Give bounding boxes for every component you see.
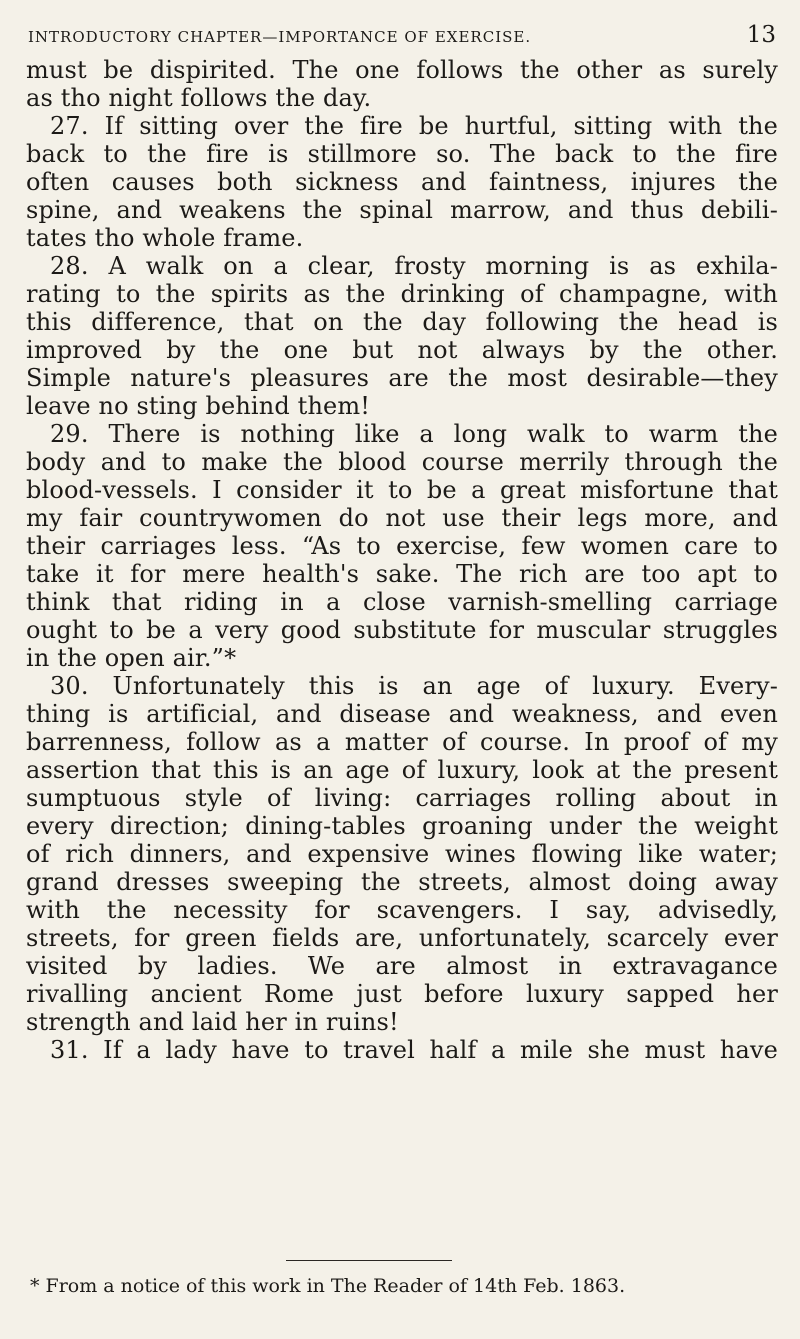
text-line: this difference, that on the day following the head is <box>26 308 778 336</box>
text-line: thing is artificial, and disease and weakness, and even <box>26 700 778 728</box>
text-line: think that riding in a close varnish-smelling carriage <box>26 588 778 616</box>
text-line: 27. If sitting over the fire be hurtful, sitting with the <box>50 112 778 140</box>
text-line: 30. Unfortunately this is an age of luxury. Every- <box>50 672 778 700</box>
text-line: body and to make the blood course merrily through the <box>26 448 778 476</box>
text-line: barrenness, follow as a matter of course. In proof of my <box>26 728 778 756</box>
text-line: 31. If a lady have to travel half a mile she must have <box>50 1036 778 1064</box>
body-text <box>26 56 778 1064</box>
footnote-rule <box>286 1260 452 1261</box>
text-line: in the open air.”* <box>26 644 237 672</box>
text-line: assertion that this is an age of luxury, look at the present <box>26 756 778 784</box>
text-line: ought to be a very good substitute for muscular struggles <box>26 616 778 644</box>
running-header <box>28 22 776 48</box>
text-line: blood-vessels. I consider it to be a great misfortune that <box>26 476 778 504</box>
text-line: rivalling ancient Rome just before luxury sapped her <box>26 980 778 1008</box>
text-line: back to the fire is stillmore so. The back to the fire <box>26 140 778 168</box>
running-title: INTRODUCTORY CHAPTER—IMPORTANCE OF EXERCISE. <box>28 28 532 46</box>
text-line: my fair countrywomen do not use their legs more, and <box>26 504 778 532</box>
text-line: sumptuous style of living: carriages rolling about in <box>26 784 778 812</box>
footnote: * From a notice of this work in The Reader of 14th Feb. 1863. <box>30 1275 626 1297</box>
page-number: 13 <box>746 22 776 48</box>
text-line: spine, and weakens the spinal marrow, and thus debili- <box>26 196 778 224</box>
text-line: strength and laid her in ruins! <box>26 1008 399 1036</box>
text-line: 28. A walk on a clear, frosty morning is as exhila- <box>50 252 778 280</box>
text-line: as tho night follows the day. <box>26 84 372 112</box>
text-line: visited by ladies. We are almost in extravagance <box>26 952 778 980</box>
text-line: every direction; dining-tables groaning under the weight <box>26 812 778 840</box>
text-line: with the necessity for scavengers. I say, advisedly, <box>26 896 778 924</box>
text-line: tates tho whole frame. <box>26 224 304 252</box>
text-line: must be dispirited. The one follows the other as surely <box>26 56 778 84</box>
text-line: 29. There is nothing like a long walk to warm the <box>50 420 778 448</box>
text-line: their carriages less. “As to exercise, few women care to <box>26 532 778 560</box>
text-line: often causes both sickness and faintness, injures the <box>26 168 778 196</box>
text-line: Simple nature's pleasures are the most desirable—they <box>26 364 778 392</box>
text-line: take it for mere health's sake. The rich are too apt to <box>26 560 778 588</box>
text-line: rating to the spirits as the drinking of champagne, with <box>26 280 778 308</box>
text-line: streets, for green fields are, unfortunately, scarcely ever <box>26 924 778 952</box>
text-line: improved by the one but not always by the other. <box>26 336 778 364</box>
text-line: of rich dinners, and expensive wines flowing like water; <box>26 840 778 868</box>
text-line: leave no sting behind them! <box>26 392 371 420</box>
text-line: grand dresses sweeping the streets, almost doing away <box>26 868 778 896</box>
